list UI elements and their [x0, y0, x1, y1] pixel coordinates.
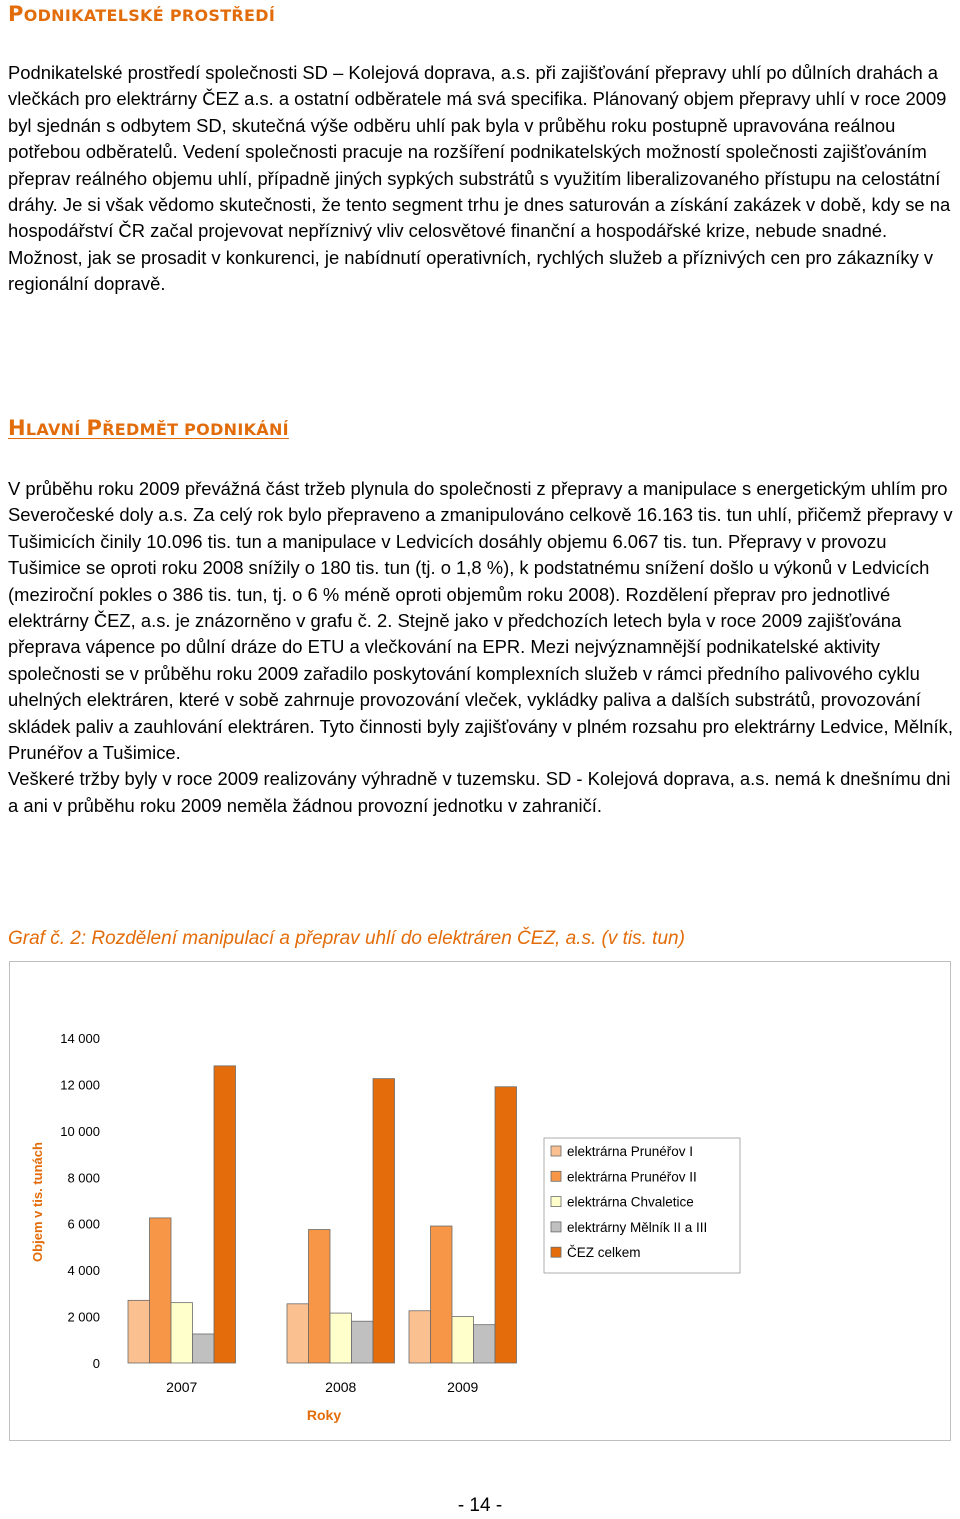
legend-label: ČEZ celkem [567, 1245, 641, 1261]
sentence: Za celý rok bylo přepraveno a zmanipulováno celkově 16.163 tis. tun uhlí, přičemž přepravy v Tušimicích činily 10.096 tis. tun a manipulace v Ledvicích dosáhly objemu 6.067 tis. tun. [8, 504, 953, 552]
bar-2009-series-4 [495, 1087, 517, 1363]
chart-caption: Graf č. 2: Rozdělení manipulací a přeprav uhlí do elektráren ČEZ, a.s. (v tis. tun) [8, 928, 685, 949]
bar-2007-series-3 [193, 1334, 215, 1363]
legend-swatch [551, 1171, 561, 1181]
heading-initial: P [8, 2, 24, 26]
sentence: Tyto činnosti byly zajišťovány v plném rozsahu pro elektrárny Ledvice, Mělník, Prunéřov a Tušimice. [8, 715, 953, 764]
legend-swatch [551, 1222, 561, 1232]
bar-2008-series-4 [373, 1079, 395, 1363]
legend-label: elektrárna Chvaletice [567, 1194, 694, 1210]
heading-initial: P [86, 416, 103, 440]
y-tick-label: 10 000 [60, 1123, 100, 1139]
bar-2009-series-3 [474, 1325, 496, 1363]
x-tick-label: 2009 [447, 1379, 479, 1395]
heading-rest: ŘEDMĚT PODNIKÁNÍ [102, 420, 289, 439]
business-environment-paragraph [8, 60, 954, 298]
page-number: - 14 - [457, 1495, 503, 1516]
y-tick-label: 6 000 [67, 1216, 100, 1232]
y-tick-label: 0 [92, 1356, 100, 1371]
x-tick-label: 2007 [166, 1379, 198, 1395]
bar-2008-series-2 [330, 1313, 352, 1363]
sentence: Podnikatelské prostředí společnosti SD – Kolejová doprava, a.s. při zajišťování přepravy uhlí po důlních drahách a vlečkách pro elektrárny ČEZ a.s. a ostatní odběratele má svá specifika. Plánovaný objem přepravy uhlí v roce 2009 byl sjednán s odbytem SD, skutečná výše odběru uhlí pak byla v průběhu roku postupně upravována reálnou potřebou odběratelů. [8, 62, 947, 163]
bar-2007-series-1 [150, 1218, 172, 1363]
y-tick-label: 2 000 [67, 1309, 100, 1325]
sentence: Přepravy v provozu Tušimice se oproti roku 2008 snížily o 180 tis. tun (tj. o 1,8 %), k podstatnému snížení došlo u výkonů v Ledvicích (meziroční pokles o 386 tis. tun, tj. o 6 % méně oproti objemům roku 2008). [8, 530, 930, 605]
sentence: V průběhu roku 2009 převážná část tržeb plynula do společnosti z přepravy a manipulace s energetickým uhlím pro Severočeské doly a.s. [8, 478, 948, 526]
y-tick-label: 8 000 [67, 1170, 100, 1186]
heading-rest: ODNIKATELSKÉ PROSTŘEDÍ [23, 6, 276, 25]
heading-rest: LAVNÍ [25, 420, 87, 439]
bar-2009-series-0 [409, 1311, 431, 1363]
section-heading-main-business [8, 416, 289, 440]
y-tick-label: 4 000 [67, 1263, 100, 1279]
bar-chart [10, 962, 950, 1440]
sentence: Je si však vědomo skutečnosti, že tento segment trhu je dnes saturován a získání zakázek v době, kdy se na hospodářství ČR začal projevovat nepříznivý vliv celosvětové finanční a hospodářské krize, nebude snadné. [8, 194, 951, 242]
bar-2008-series-1 [309, 1230, 331, 1363]
heading-initial: H [8, 416, 26, 440]
x-axis-label: Roky [306, 1407, 342, 1423]
sentence: Rozdělení přeprav pro jednotlivé elektrárny ČEZ, a.s. je znázorněno v grafu č. 2. [8, 583, 891, 632]
sentence: Vedení společnosti pracuje na rozšíření podnikatelských možností společnosti zajišťováním přeprav reálného objemu uhlí, případně jiných sypkých substrátů s využitím liberalizovaného přístupu na celostátní dráhy. [8, 141, 941, 216]
sentence: SD - Kolejová doprava, a.s. nemá k dnešnímu dni a ani v průběhu roku 2009 neměla žádnou provozní jednotku v zahraničí. [8, 768, 951, 816]
main-business-paragraph [8, 476, 954, 819]
legend-swatch [551, 1247, 561, 1257]
sentence: Stejně jako v předchozích letech byla v roce 2009 zajišťována přeprava vápence po důlní dráze do ETU a vlečkování na EPR. [8, 610, 902, 658]
legend-label: elektrárna Prunéřov I [567, 1144, 694, 1159]
legend-label: elektrárny Mělník II a III [567, 1219, 708, 1235]
legend-label: elektrárna Prunéřov II [567, 1169, 697, 1185]
y-tick-label: 14 000 [60, 1031, 100, 1046]
bar-2007-series-0 [128, 1300, 150, 1363]
chart-frame [9, 961, 951, 1441]
x-tick-label: 2008 [325, 1379, 357, 1395]
sentence: Veškeré tržby byly v roce 2009 realizovány výhradně v tuzemsku. [8, 768, 541, 790]
sentence: Mezi nejvýznamnější podnikatelské aktivity společnosti se v průběhu roku 2009 zařadilo poskytování komplexních služeb v rámci předního palivového cyklu uhelných elektráren, které v sobě zahrnuje provozování vleček, vykládky paliva a dalších substrátů, provozování skládek paliv a zauhlování elektráren. [8, 636, 921, 737]
bar-2009-series-2 [452, 1317, 474, 1363]
y-axis-label: Objem v tis. tunách [30, 1142, 45, 1262]
legend-swatch [551, 1197, 561, 1207]
bar-2008-series-0 [287, 1304, 309, 1363]
bar-2007-series-2 [171, 1303, 193, 1363]
bar-2007-series-4 [214, 1066, 236, 1363]
legend-swatch [551, 1146, 561, 1156]
section-heading-business-environment [8, 2, 275, 26]
bar-2009-series-1 [431, 1226, 453, 1363]
y-tick-label: 12 000 [60, 1077, 100, 1093]
bar-2008-series-3 [352, 1321, 374, 1363]
sentence: Možnost, jak se prosadit v konkurenci, je nabídnutí operativních, rychlých služeb a příznivých cen pro zákazníky v regionální dopravě. [8, 246, 934, 295]
